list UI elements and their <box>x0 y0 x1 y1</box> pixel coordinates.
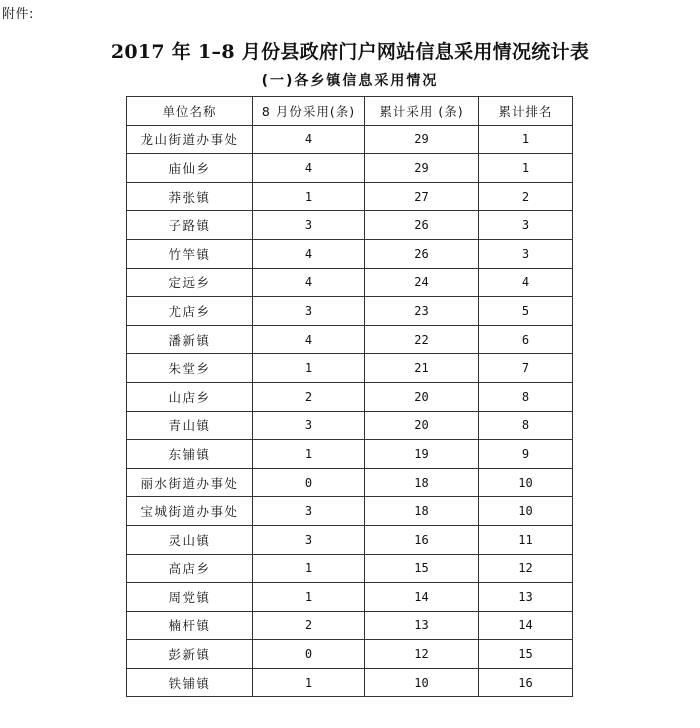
total-rank-cell: 8 <box>479 411 573 440</box>
unit-name-cell: 彭新镇 <box>127 640 253 669</box>
august-adopted-cell: 3 <box>253 211 365 240</box>
total-adopted-cell: 20 <box>365 382 479 411</box>
august-adopted-cell: 1 <box>253 554 365 583</box>
total-rank-cell: 1 <box>479 154 573 183</box>
august-adopted-cell: 4 <box>253 268 365 297</box>
unit-name-cell: 高店乡 <box>127 554 253 583</box>
total-rank-cell: 10 <box>479 497 573 526</box>
column-header-total-adopted: 累计采用 (条) <box>365 97 479 126</box>
table-row <box>127 354 573 383</box>
page-title: 2017 年 1–8 月份县政府门户网站信息采用情况统计表 <box>110 41 590 63</box>
table-row <box>127 497 573 526</box>
table-row <box>127 125 573 154</box>
total-rank-cell: 3 <box>479 239 573 268</box>
table-body <box>127 125 573 697</box>
total-adopted-cell: 24 <box>365 268 479 297</box>
august-adopted-cell: 1 <box>253 182 365 211</box>
total-adopted-cell: 16 <box>365 525 479 554</box>
unit-name-cell: 尤店乡 <box>127 297 253 326</box>
table-row <box>127 154 573 183</box>
unit-name-cell: 东铺镇 <box>127 440 253 469</box>
table-row <box>127 640 573 669</box>
total-adopted-cell: 21 <box>365 354 479 383</box>
total-rank-cell: 4 <box>479 268 573 297</box>
column-header-august-adopted: 8 月份采用(条) <box>253 97 365 126</box>
total-rank-cell: 5 <box>479 297 573 326</box>
august-adopted-cell: 4 <box>253 239 365 268</box>
total-adopted-cell: 26 <box>365 211 479 240</box>
august-adopted-cell: 1 <box>253 354 365 383</box>
august-adopted-cell: 3 <box>253 411 365 440</box>
table-row <box>127 382 573 411</box>
total-adopted-cell: 15 <box>365 554 479 583</box>
section-subtitle: (一)各乡镇信息采用情况 <box>261 73 439 89</box>
column-header-unit-name: 单位名称 <box>127 97 253 126</box>
table-row <box>127 239 573 268</box>
table-row <box>127 468 573 497</box>
table-row <box>127 182 573 211</box>
total-rank-cell: 10 <box>479 468 573 497</box>
august-adopted-cell: 4 <box>253 325 365 354</box>
total-adopted-cell: 18 <box>365 468 479 497</box>
unit-name-cell: 莽张镇 <box>127 182 253 211</box>
august-adopted-cell: 3 <box>253 497 365 526</box>
total-rank-cell: 16 <box>479 668 573 697</box>
unit-name-cell: 周党镇 <box>127 583 253 612</box>
total-adopted-cell: 19 <box>365 440 479 469</box>
unit-name-cell: 潘新镇 <box>127 325 253 354</box>
total-rank-cell: 9 <box>479 440 573 469</box>
total-adopted-cell: 26 <box>365 239 479 268</box>
total-adopted-cell: 13 <box>365 611 479 640</box>
total-rank-cell: 15 <box>479 640 573 669</box>
august-adopted-cell: 1 <box>253 668 365 697</box>
august-adopted-cell: 3 <box>253 297 365 326</box>
table-row <box>127 525 573 554</box>
unit-name-cell: 子路镇 <box>127 211 253 240</box>
table-row <box>127 668 573 697</box>
table-row <box>127 440 573 469</box>
august-adopted-cell: 0 <box>253 640 365 669</box>
total-rank-cell: 12 <box>479 554 573 583</box>
unit-name-cell: 山店乡 <box>127 382 253 411</box>
total-rank-cell: 3 <box>479 211 573 240</box>
total-adopted-cell: 18 <box>365 497 479 526</box>
total-adopted-cell: 22 <box>365 325 479 354</box>
total-adopted-cell: 23 <box>365 297 479 326</box>
attachment-label: 附件: <box>2 7 34 22</box>
total-adopted-cell: 10 <box>365 668 479 697</box>
total-rank-cell: 8 <box>479 382 573 411</box>
august-adopted-cell: 4 <box>253 125 365 154</box>
table-row <box>127 297 573 326</box>
total-adopted-cell: 27 <box>365 182 479 211</box>
unit-name-cell: 定远乡 <box>127 268 253 297</box>
total-rank-cell: 7 <box>479 354 573 383</box>
total-rank-cell: 6 <box>479 325 573 354</box>
total-rank-cell: 2 <box>479 182 573 211</box>
total-rank-cell: 1 <box>479 125 573 154</box>
table-row <box>127 325 573 354</box>
table-row <box>127 211 573 240</box>
unit-name-cell: 朱堂乡 <box>127 354 253 383</box>
unit-name-cell: 龙山街道办事处 <box>127 125 253 154</box>
unit-name-cell: 丽水街道办事处 <box>127 468 253 497</box>
august-adopted-cell: 1 <box>253 583 365 612</box>
august-adopted-cell: 2 <box>253 382 365 411</box>
unit-name-cell: 灵山镇 <box>127 525 253 554</box>
august-adopted-cell: 3 <box>253 525 365 554</box>
table-row <box>127 611 573 640</box>
august-adopted-cell: 1 <box>253 440 365 469</box>
table-header-row <box>127 97 573 126</box>
total-rank-cell: 13 <box>479 583 573 612</box>
unit-name-cell: 铁铺镇 <box>127 668 253 697</box>
unit-name-cell: 竹竿镇 <box>127 239 253 268</box>
total-rank-cell: 11 <box>479 525 573 554</box>
august-adopted-cell: 0 <box>253 468 365 497</box>
unit-name-cell: 楠杆镇 <box>127 611 253 640</box>
table-row <box>127 554 573 583</box>
total-adopted-cell: 14 <box>365 583 479 612</box>
table-row <box>127 268 573 297</box>
total-adopted-cell: 12 <box>365 640 479 669</box>
adoption-statistics-table <box>126 96 573 697</box>
total-adopted-cell: 29 <box>365 125 479 154</box>
table-row <box>127 583 573 612</box>
unit-name-cell: 青山镇 <box>127 411 253 440</box>
august-adopted-cell: 2 <box>253 611 365 640</box>
unit-name-cell: 宝城街道办事处 <box>127 497 253 526</box>
total-rank-cell: 14 <box>479 611 573 640</box>
total-adopted-cell: 20 <box>365 411 479 440</box>
august-adopted-cell: 4 <box>253 154 365 183</box>
table-row <box>127 411 573 440</box>
unit-name-cell: 庙仙乡 <box>127 154 253 183</box>
column-header-total-rank: 累计排名 <box>479 97 573 126</box>
total-adopted-cell: 29 <box>365 154 479 183</box>
